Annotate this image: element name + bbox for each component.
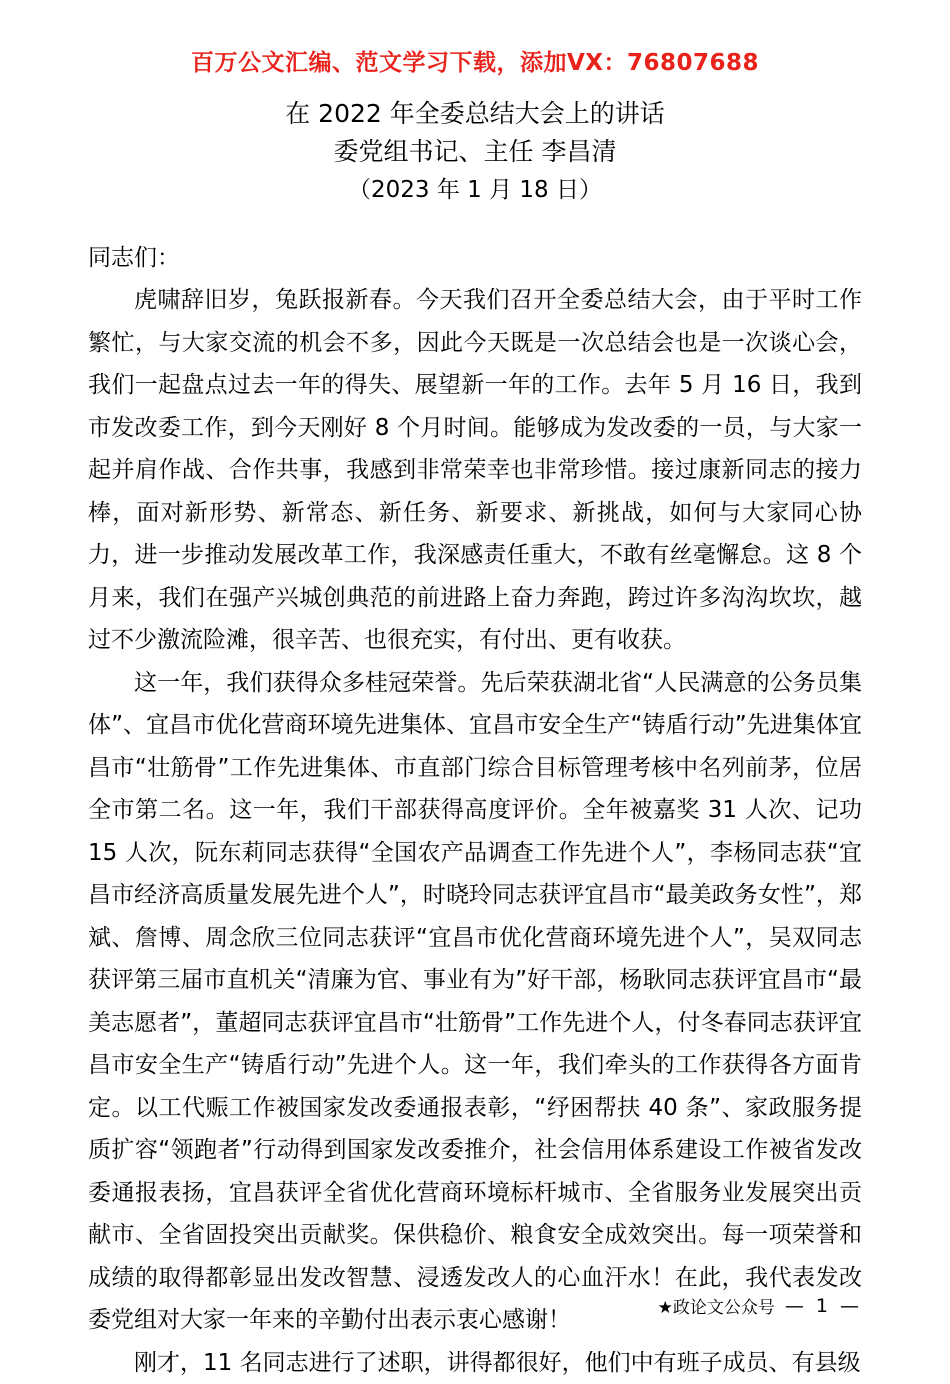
promo-watermark-text: 百万公文汇编、范文学习下载，添加VX：76807688 <box>88 0 862 77</box>
body-paragraph: 刚才，11 名同志进行了述职，讲得都很好，他们中有班子成员、有县级 <box>88 1342 862 1384</box>
salutation: 同志们： <box>88 237 862 279</box>
page-title: 在 2022 年全委总结大会上的讲话 <box>88 95 862 133</box>
page-footer <box>0 1293 950 1318</box>
document-author-line: 委党组书记、主任 李昌清 <box>88 133 862 171</box>
footer-mark: ★政论文公众号 <box>658 1293 775 1318</box>
document-date: （2023 年 1 月 18 日） <box>88 171 862 209</box>
page-number: — 1 — <box>785 1295 862 1317</box>
body-paragraph: 这一年，我们获得众多桂冠荣誉。先后荣获湖北省“人民满意的公务员集体”、宜昌市优化营商环境先进集体、宜昌市安全生产“铸盾行动”先进集体宜昌市“壮筋骨”工作先进集体、市直部门综合目标管理考核中名列前茅，位居全市第二名。这一年，我们干部获得高度评价。全年被嘉奖 31 人次、记功 15 人次，阮东莉同志获得“全国农产品调查工作先进个人”，李杨同志获“宜昌市经济高质量发展先进个人”，时晓玲同志获评宜昌市“最美政务女性”，郑斌、詹博、周念欣三位同志获评“宜昌市优化营商环境先进个人”，吴双同志获评第三届市直机关“清廉为官、事业有为”好干部，杨耿同志获评宜昌市“最美志愿者”，董超同志获评宜昌市“壮筋骨”工作先进个人，付冬春同志获评宜昌市安全生产“铸盾行动”先进个人。这一年，我们牵头的工作获得各方面肯定。以工代赈工作被国家发改委通报表彰，“纾困帮扶 40 条”、家政服务提质扩容“领跑者”行动得到国家发改委推介，社会信用体系建设工作被省发改委通报表扬，宜昌获评全省优化营商环境标杆城市、全省服务业发展突出贡献市、全省固投突出贡献奖。保供稳价、粮食安全成效突出。每一项荣誉和成绩的取得都彰显出发改智慧、浸透发改人的心血汗水！在此，我代表发改委党组对大家一年来的辛勤付出表示衷心感谢！ <box>88 662 862 1342</box>
body-paragraph: 虎啸辞旧岁，兔跃报新春。今天我们召开全委总结大会，由于平时工作繁忙，与大家交流的机会不多，因此今天既是一次总结会也是一次谈心会，我们一起盘点过去一年的得失、展望新一年的工作。去年 5 月 16 日，我到市发改委工作，到今天刚好 8 个月时间。能够成为发改委的一员，与大家一起并肩作战、合作共事，我感到非常荣幸也非常珍惜。接过康新同志的接力棒，面对新形势、新常态、新任务、新要求、新挑战，如何与大家同心协力，进一步推动发展改革工作，我深感责任重大，不敢有丝毫懈怠。这 8 个月来，我们在强产兴城创典范的前进路上奋力奔跑，跨过许多沟沟坎坎，越过不少激流险滩，很辛苦、也很充实，有付出、更有收获。 <box>88 279 862 662</box>
